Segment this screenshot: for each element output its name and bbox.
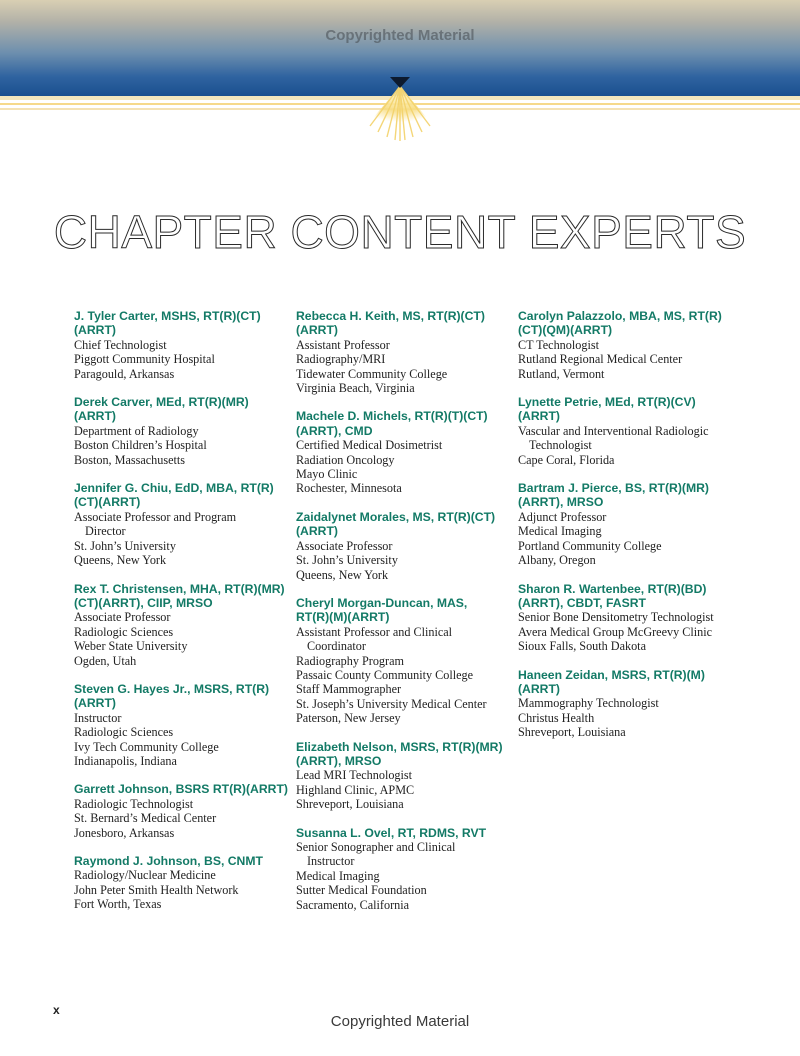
expert-detail-line: St. John’s University [74,538,176,553]
experts-column-2 [296,309,514,926]
expert-detail-line: Shreveport, Louisiana [518,725,626,740]
expert-entry [518,668,736,740]
expert-detail-line: Instructor [307,854,355,869]
expert-detail-line: Assistant Professor [296,337,390,352]
expert-detail-line: Portland Community College [518,538,662,553]
expert-name: Susanna L. Ovel, RT, RDMS, RVT [296,825,487,840]
expert-detail-line: Director [85,524,126,539]
expert-detail-line: Mayo Clinic [296,467,358,482]
sunburst-ornament [360,74,440,144]
expert-detail-line: Paragould, Arkansas [74,366,175,381]
expert-detail-line: Passaic County Community College [296,667,474,682]
expert-detail-line: Rochester, Minnesota [296,481,402,496]
expert-name: RT(R)(M)(ARRT) [296,610,390,625]
expert-name: Zaidalynet Morales, MS, RT(R)(CT) [296,509,496,524]
expert-detail-line: Associate Professor [74,610,171,625]
expert-entry [74,395,292,467]
expert-detail-line: Vascular and Interventional Radiologic [518,423,709,438]
expert-detail-line: Rutland Regional Medical Center [518,352,683,367]
expert-detail-line: Queens, New York [74,553,167,568]
expert-detail-line: Queens, New York [296,567,389,582]
expert-detail-line: Piggott Community Hospital [74,352,215,367]
expert-entry [74,854,292,912]
expert-name: Steven G. Hayes Jr., MSRS, RT(R) [74,681,270,696]
expert-name: (ARRT) [296,323,338,338]
expert-detail-line: Paterson, New Jersey [296,711,401,726]
expert-entry [74,682,292,768]
expert-detail-line: St. John’s University [296,553,398,568]
expert-detail-line: Senior Bone Densitometry Technologist [518,610,714,625]
expert-name: Lynette Petrie, MEd, RT(R)(CV) [518,395,696,410]
expert-detail-line: Department of Radiology [74,423,199,438]
expert-detail-line: Mammography Technologist [518,696,659,711]
expert-name: Rebecca H. Keith, MS, RT(R)(CT) [296,309,485,323]
expert-name: (ARRT), MRSO [296,753,382,768]
expert-detail-line: Radiologic Sciences [74,624,174,639]
triangle-icon [390,77,410,88]
expert-detail-line: Fort Worth, Texas [74,897,162,912]
expert-entry [74,582,292,668]
copyright-watermark-top: Copyrighted Material [325,27,475,44]
expert-detail-line: CT Technologist [518,337,599,352]
expert-name: J. Tyler Carter, MSHS, RT(R)(CT) [74,309,261,323]
expert-name: Carolyn Palazzolo, MBA, MS, RT(R) [518,309,722,323]
expert-detail-line: Coordinator [307,639,366,654]
expert-detail-line: Radiologic Technologist [74,796,194,811]
expert-name: (ARRT), CBDT, FASRT [518,595,646,610]
expert-name: Jennifer G. Chiu, EdD, MBA, RT(R) [74,481,274,496]
expert-detail-line: Cape Coral, Florida [518,452,615,467]
experts-column-3 [518,309,736,754]
page-number: x [53,1003,60,1017]
expert-detail-line: Ivy Tech Community College [74,739,219,754]
expert-detail-line: St. Bernard’s Medical Center [74,811,217,826]
expert-detail-line: Technologist [529,438,592,453]
expert-name: Elizabeth Nelson, MSRS, RT(R)(MR) [296,739,503,754]
expert-detail-line: Boston, Massachusetts [74,452,186,467]
expert-detail-line: Highland Clinic, APMC [296,782,415,797]
expert-name: Machele D. Michels, RT(R)(T)(CT) [296,409,488,424]
expert-name: Bartram J. Pierce, BS, RT(R)(MR) [518,481,709,496]
expert-detail-line: Medical Imaging [518,524,602,539]
copyright-watermark-bottom: Copyrighted Material [330,1013,470,1030]
expert-entry [74,309,292,381]
expert-name: Cheryl Morgan-Duncan, MAS, [296,595,468,610]
expert-detail-line: Radiography Program [296,653,404,668]
expert-detail-line: Senior Sonographer and Clinical [296,840,456,854]
expert-detail-line: Christus Health [518,710,595,725]
expert-entry [74,782,292,840]
expert-name: (CT)(QM)(ARRT) [518,323,613,338]
expert-detail-line: Virginia Beach, Virginia [296,381,415,396]
expert-entry [518,481,736,567]
expert-detail-line: Sioux Falls, South Dakota [518,639,646,654]
expert-entry [518,395,736,467]
expert-detail-line: Jonesboro, Arkansas [74,825,175,840]
expert-entry [296,409,514,495]
expert-detail-line: Avera Medical Group McGreevy Clinic [518,624,713,639]
expert-name: (ARRT) [296,524,338,539]
expert-name: Rex T. Christensen, MHA, RT(R)(MR) [74,581,285,596]
expert-detail-line: Shreveport, Louisiana [296,797,404,812]
expert-detail-line: Certified Medical Dosimetrist [296,438,443,453]
expert-entry [518,582,736,654]
expert-name: (ARRT) [518,409,560,424]
expert-entry [296,510,514,582]
expert-detail-line: Rutland, Vermont [518,366,605,381]
expert-name: (ARRT), MRSO [518,495,604,510]
expert-entry [74,481,292,567]
expert-detail-line: Albany, Oregon [518,553,596,568]
expert-detail-line: Radiography/MRI [296,352,386,367]
expert-entry [296,309,514,395]
expert-detail-line: Radiology/Nuclear Medicine [74,868,216,883]
expert-entry [296,740,514,812]
expert-detail-line: Radiologic Sciences [74,725,174,740]
expert-detail-line: Adjunct Professor [518,509,607,524]
expert-name: (ARRT) [74,323,116,338]
expert-detail-line: Sacramento, California [296,897,410,912]
expert-detail-line: Ogden, Utah [74,653,137,668]
expert-name: Raymond J. Johnson, BS, CNMT [74,854,263,868]
expert-detail-line: Instructor [74,710,122,725]
expert-detail-line: Medical Imaging [296,868,380,883]
expert-detail-line: Associate Professor [296,538,393,553]
expert-name: Garrett Johnson, BSRS RT(R)(ARRT) [74,782,288,797]
expert-name: (ARRT) [518,681,560,696]
expert-name: (CT)(ARRT) [74,495,141,510]
expert-detail-line: Indianapolis, Indiana [74,753,177,768]
expert-name: Haneen Zeidan, MSRS, RT(R)(M) [518,667,705,682]
expert-detail-line: Lead MRI Technologist [296,768,413,783]
expert-name: Derek Carver, MEd, RT(R)(MR) [74,395,249,410]
expert-entry [518,309,736,381]
expert-detail-line: Sutter Medical Foundation [296,883,427,898]
expert-name: (CT)(ARRT), CIIP, MRSO [74,595,213,610]
expert-detail-line: Radiation Oncology [296,452,395,467]
page-title: CHAPTER CONTENT EXPERTS [53,206,747,258]
expert-detail-line: Assistant Professor and Clinical [296,624,453,639]
expert-detail-line: St. Joseph’s University Medical Center [296,696,487,711]
expert-name: Sharon R. Wartenbee, RT(R)(BD) [518,581,707,596]
expert-detail-line: Boston Children’s Hospital [74,438,207,453]
expert-detail-line: Weber State University [74,639,188,654]
expert-name: (ARRT) [74,696,116,711]
expert-entry [296,596,514,726]
expert-detail-line: Tidewater Community College [296,366,448,381]
experts-column-1 [74,309,292,926]
expert-detail-line: Staff Mammographer [296,682,402,697]
expert-name: (ARRT), CMD [296,423,373,438]
expert-detail-line: John Peter Smith Health Network [74,882,239,897]
expert-entry [296,826,514,912]
expert-detail-line: Associate Professor and Program [74,509,237,524]
expert-detail-line: Chief Technologist [74,337,167,352]
expert-name: (ARRT) [74,409,116,424]
